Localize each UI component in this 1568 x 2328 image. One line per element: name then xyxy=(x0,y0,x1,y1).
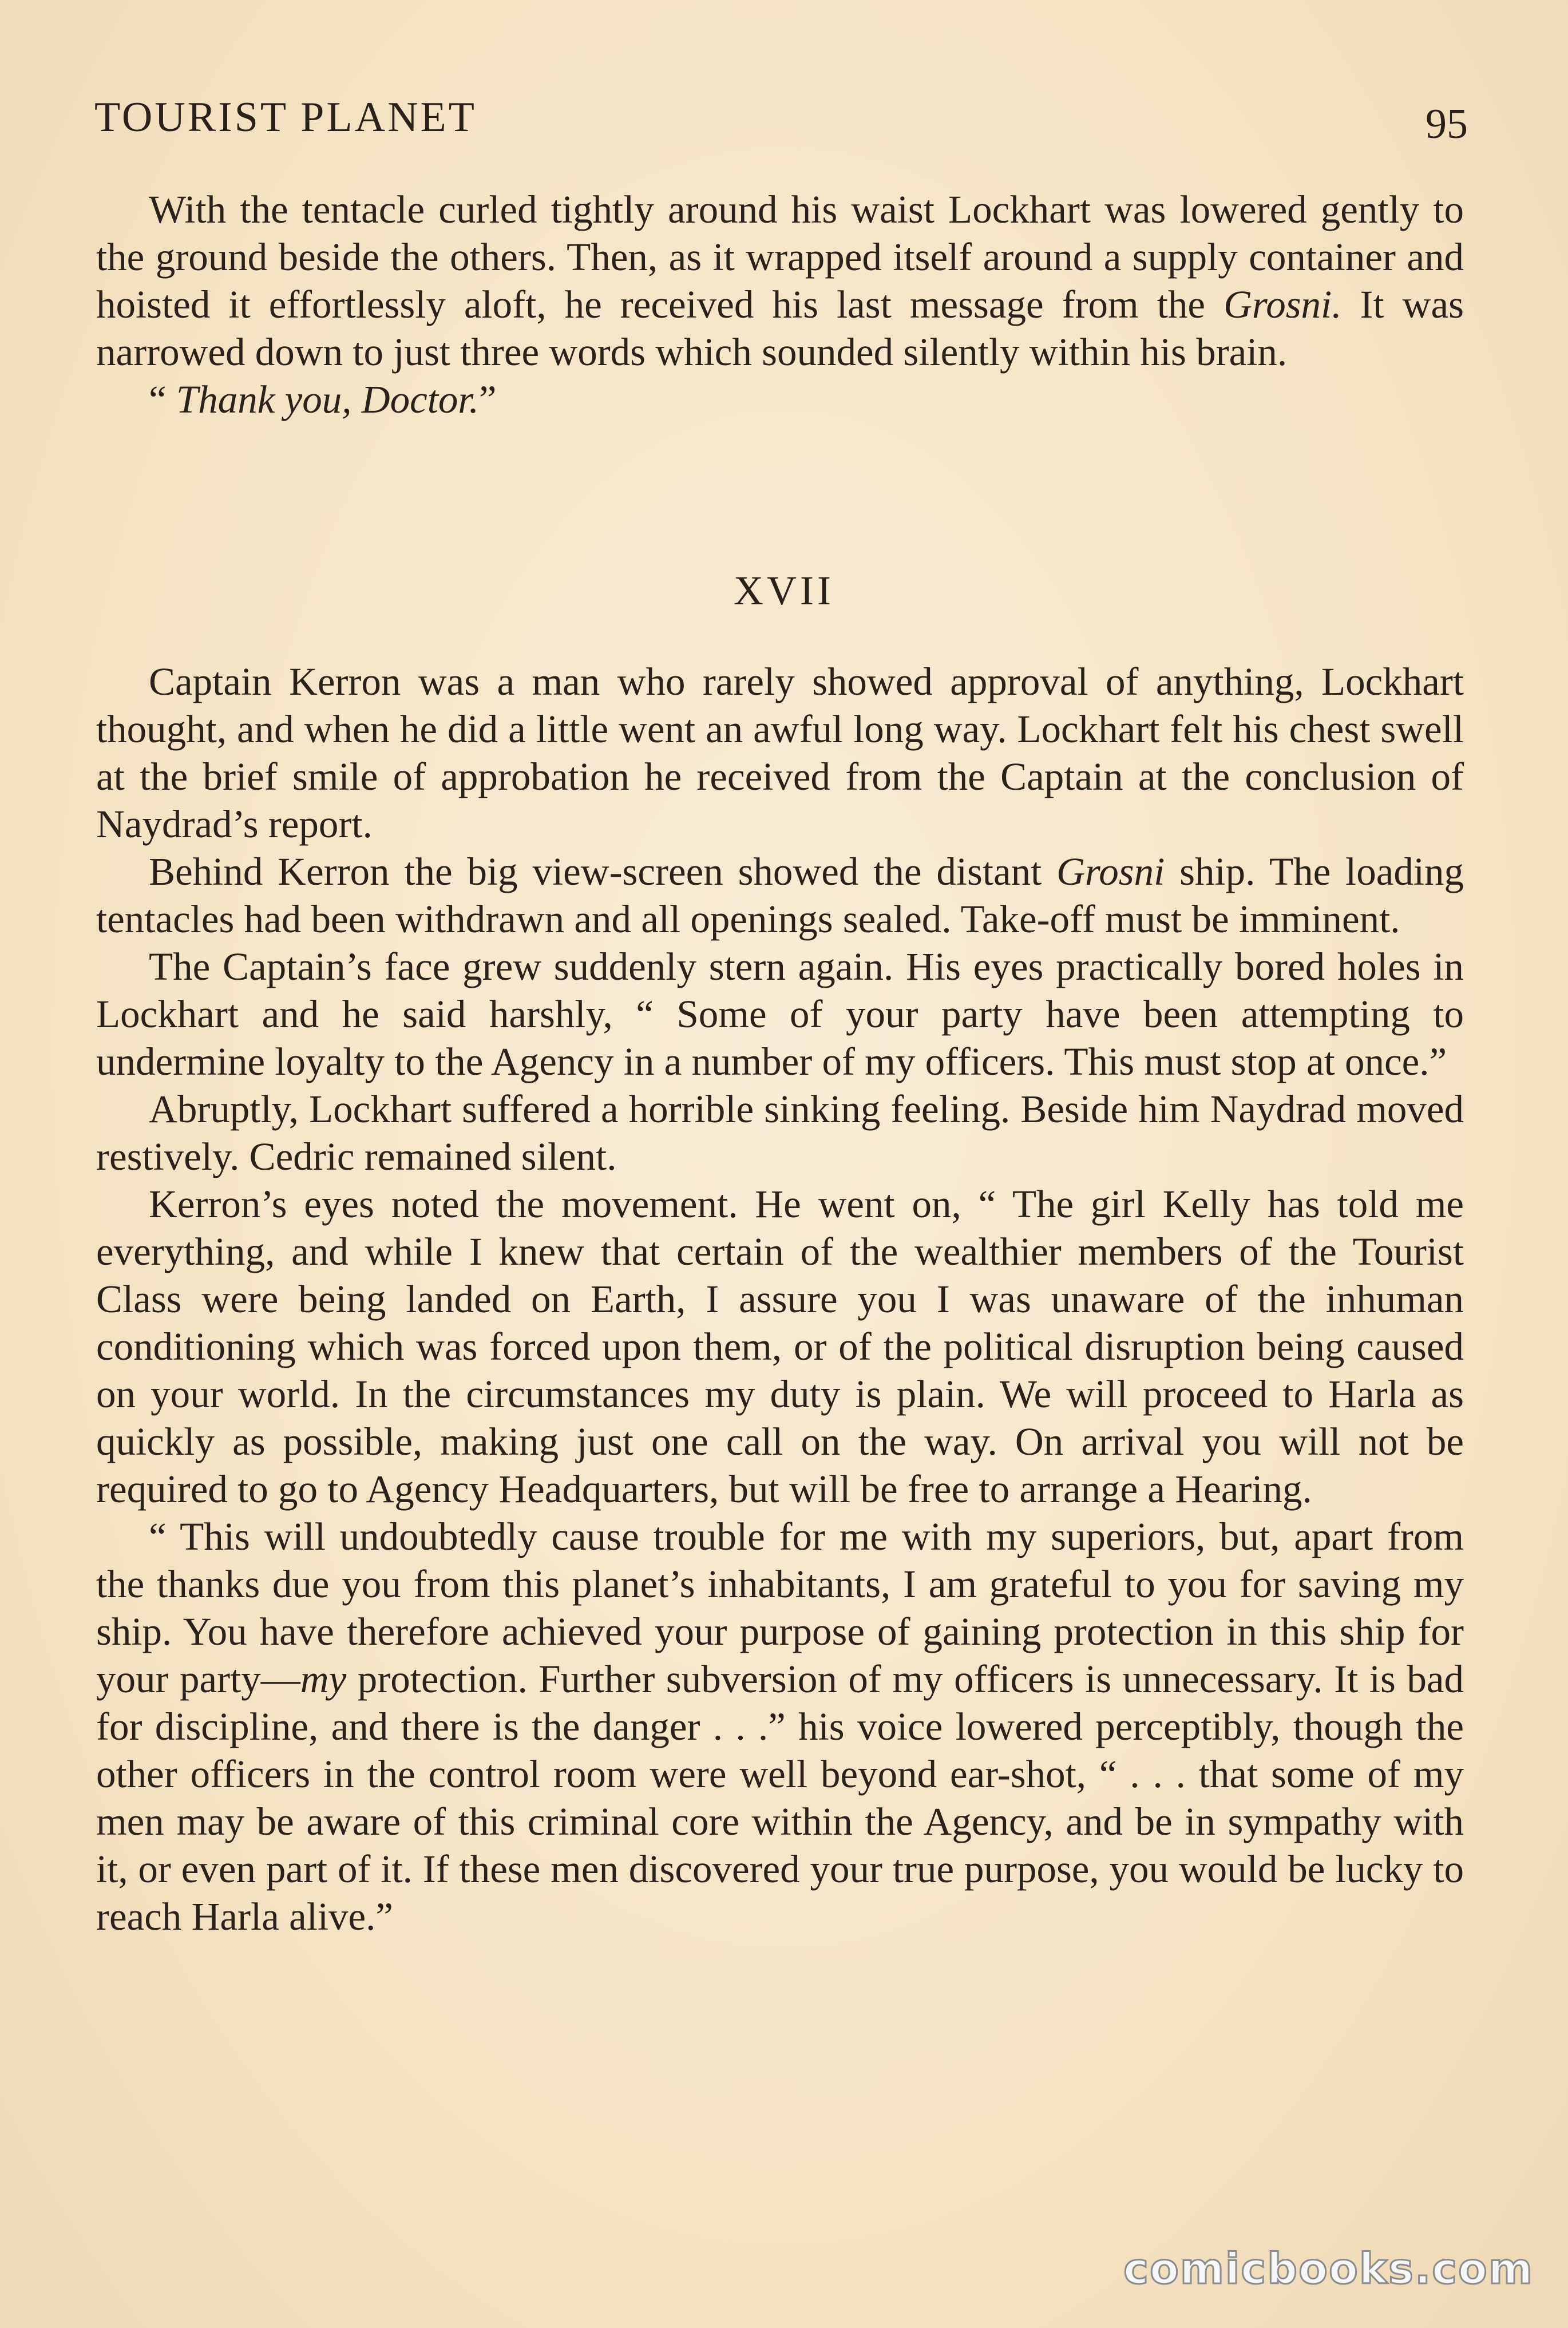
paragraph-text: Behind Kerron the big view-screen showed the distant xyxy=(149,850,1057,893)
quote-mark: ” xyxy=(478,378,497,421)
paragraph: Kerron’s eyes noted the movement. He went on, “ The girl Kelly has told me everything, and while I knew that certain of the wealthier members of the Tourist Class were being landed on Earth, I assure you I was unaware of the inhuman conditioning which was forced upon them, or of the political disruption being caused on your world. In the circumstances my duty is plain. We will proceed to Harla as quickly as possible, making just one call on the way. On arrival you will not be required to go to Agency Headquarters, but will be free to arrange a Hearing. xyxy=(96,1182,1464,1511)
paragraph: Captain Kerron was a man who rarely showed approval of anything, Lockhart thought, and when he did a little went an awful long way. Lockhart felt his chest swell at the brief smile of approbation he received from the Captain at the conclusion of Naydrad’s report. xyxy=(96,660,1464,846)
paragraph xyxy=(96,186,1464,376)
italic-text: my xyxy=(300,1657,347,1701)
italic-text: Grosni. xyxy=(1223,283,1342,326)
paragraph xyxy=(96,848,1464,943)
italic-text: Grosni xyxy=(1056,850,1165,893)
paragraph-text: ship. The loading tentacles had been withdrawn and all openings sealed. Take-off must be imminent. xyxy=(96,850,1464,941)
chapter-heading: XVII xyxy=(734,568,834,613)
paragraph xyxy=(96,1513,1464,1941)
section-one-text xyxy=(96,186,1464,423)
italic-text: Thank you, Doctor. xyxy=(176,378,479,421)
quote-mark: “ xyxy=(149,378,176,421)
paragraph-text: protection. Further subversion of my officers is unnecessary. It is bad for discipline, and there is the danger . . .” his voice lowered perceptibly, though the other officers in the control room were well beyond ear-shot, “ . . . that some of my men may be aware of this criminal core within the Agency, and be in sympathy with it, or even part of it. If these men discovered your true purpose, you would be lucky to reach Harla alive.” xyxy=(96,1657,1464,1938)
watermark-logo: comicbooks.com xyxy=(1123,2244,1534,2294)
paragraph: The Captain’s face grew suddenly stern again. His eyes practically bored holes in Lockhart and he said harshly, “ Some of your party have been attempting to undermine loyalty to the Agency in a number of my officers. This must stop at once.” xyxy=(96,945,1464,1083)
paragraph: Abruptly, Lockhart suffered a horrible sinking feeling. Beside him Naydrad moved restively. Cedric remained silent. xyxy=(96,1087,1464,1178)
section-two-text xyxy=(96,658,1464,1941)
paragraph-text: “ This will undoubtedly cause trouble for me with my superiors, but, apart from the thanks due you from this planet’s inhabitants, I am grateful to you for saving my ship. You have therefore achieved your purpose of gaining protection in this ship for your party— xyxy=(96,1515,1464,1701)
paragraph-text: With the tentacle curled tightly around his waist Lockhart was lowered gently to the ground beside the others. Then, as it wrapped itself around a supply container and hoisted it effortlessly aloft, he received his last message from the xyxy=(96,188,1464,326)
paragraph xyxy=(96,376,1464,423)
page-number: 95 xyxy=(1426,101,1468,148)
paragraph-text: It was narrowed down to just three words which sounded silently within his brain. xyxy=(96,283,1464,374)
running-title: TOURIST PLANET xyxy=(94,94,477,141)
running-head xyxy=(94,86,1468,149)
